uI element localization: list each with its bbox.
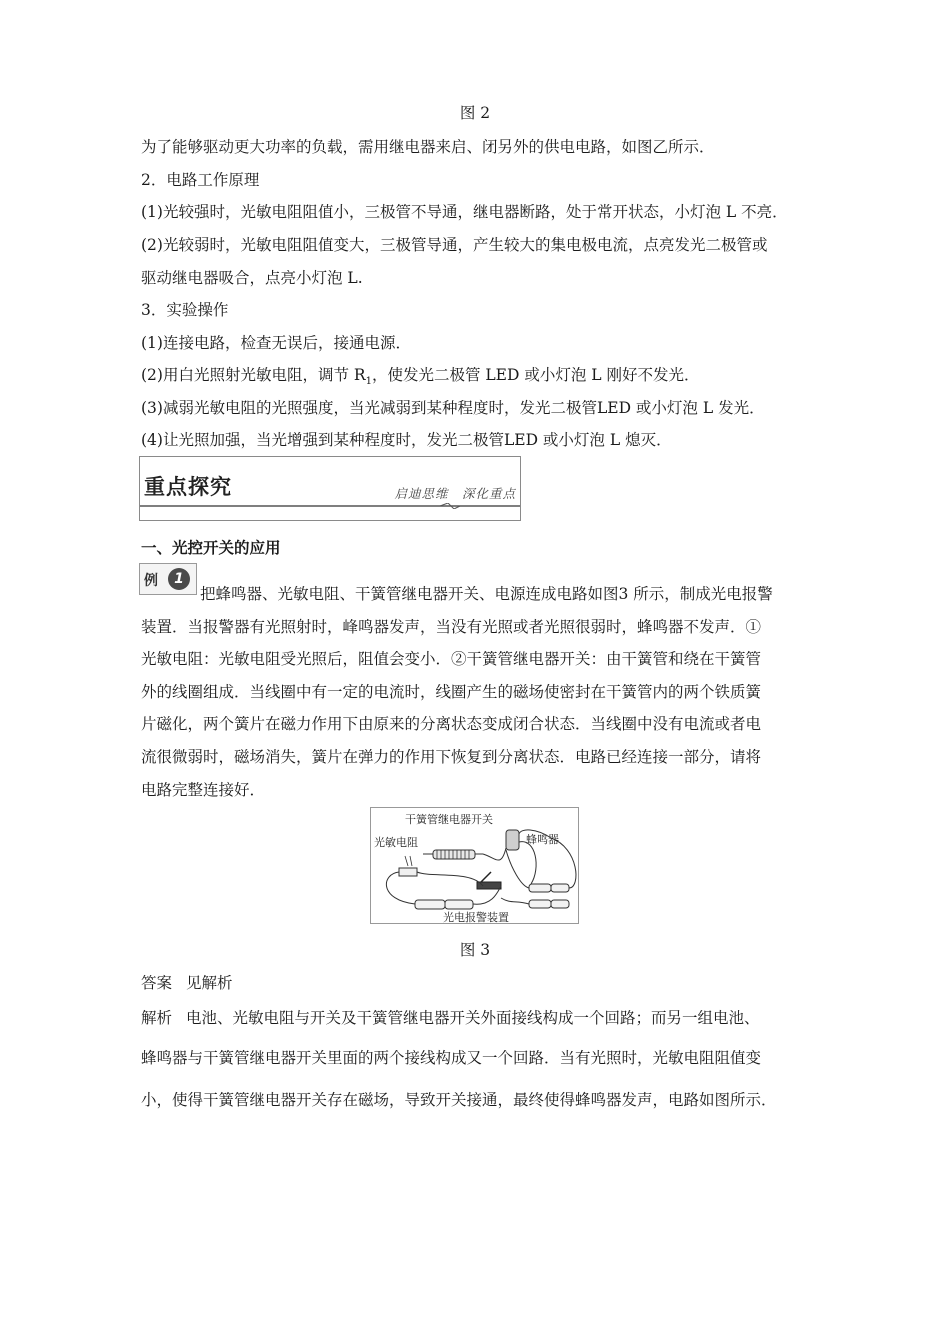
example-label: 例 — [144, 573, 158, 589]
item-2-text-pre: (2)用白光照射光敏电阻，调节 R — [141, 366, 366, 384]
figure-3-caption: 图 3 — [459, 941, 491, 959]
buzzer-icon — [506, 830, 519, 850]
switch-icon — [477, 872, 501, 889]
figure-label-relay: 干簧管继电器开关 — [405, 813, 493, 826]
figure-2-caption: 图 2 — [459, 104, 491, 122]
section-2-item-1: (1)光较强时，光敏电阻阻值小，三极管不导通，继电器断路，处于常开状态，小灯泡 L 不亮． — [141, 203, 788, 221]
intro-paragraph: 为了能够驱动更大功率的负载，需用继电器来启、闭另外的供电电路，如图乙所示． — [141, 138, 715, 156]
example-line-7: 电路完整连接好． — [141, 781, 266, 799]
section-2-item-2a: (2)光较弱时，光敏电阻阻值变大，三极管导通，产生较大的集电极电流，点亮发光二极管或 — [141, 236, 768, 254]
section-3-item-1: (1)连接电路，检查无误后，接通电源． — [141, 334, 411, 352]
key-points-banner — [139, 456, 521, 521]
reed-relay-icon — [423, 850, 483, 859]
analysis-line-3: 小，使得干簧管继电器开关存在磁场，导致开关接通，最终使得蜂鸣器发声，电路如图所示． — [141, 1091, 777, 1109]
example-line-1: 把蜂鸣器、光敏电阻、干簧管继电器开关、电源连成电路如图3 所示，制成光电报警 — [200, 585, 773, 603]
battery-icon-left — [415, 900, 473, 909]
example-line-6: 流很微弱时，磁场消失，簧片在弹力的作用下恢复到分离状态．电路已经连接一部分，请将 — [141, 748, 762, 766]
section-2-item-2b: 驱动继电器吸合，点亮小灯泡 L. — [141, 269, 363, 287]
section-3-item-2 — [141, 363, 819, 387]
figure-label-buzzer: 蜂鸣器 — [526, 833, 559, 846]
analysis-line-2: 蜂鸣器与干簧管继电器开关里面的两个接线构成又一个回路．当有光照时，光敏电阻阻值变 — [141, 1049, 762, 1067]
item-2-text-post: ，使发光二极管 LED 或小灯泡 L 刚好不发光． — [371, 366, 700, 384]
section-3-heading: 3．实验操作 — [141, 301, 229, 319]
example-badge — [139, 563, 197, 595]
answer-line — [141, 971, 233, 993]
section-1-title: 一、光控开关的应用 — [141, 539, 281, 557]
banner-subtitle: 启迪思维 深化重点 — [394, 486, 516, 501]
figure-label-device: 光电报警装置 — [443, 911, 509, 924]
example-line-2: 装置．当报警器有光照射时，峰鸣器发声，当没有光照或者光照很弱时，蜂鸣器不发声．① — [141, 618, 762, 636]
analysis-label: 解析 — [141, 1009, 173, 1027]
answer-text: 见解析 — [186, 974, 233, 992]
section-3-item-4: (4)让光照加强，当光增强到某种程度时，发光二极管LED 或小灯泡 L 熄灭． — [141, 431, 672, 449]
ldr-icon — [399, 856, 417, 876]
section-2-heading: 2．电路工作原理 — [141, 171, 260, 189]
answer-label: 答案 — [141, 974, 173, 992]
analysis-text-1: 电池、光敏电阻与开关及干簧管继电器开关外面接线构成一个回路；而另一组电池、 — [186, 1009, 760, 1027]
figure-3-circuit — [370, 807, 579, 924]
example-line-4: 外的线圈组成．当线圈中有一定的电流时，线圈产生的磁场使密封在干簧管内的两个铁质簧 — [141, 683, 762, 701]
example-line-5: 片磁化，两个簧片在磁力作用下由原来的分离状态变成闭合状态．当线圈中没有电流或者电 — [141, 715, 762, 733]
banner-divider — [140, 503, 520, 509]
example-number: 1 — [168, 568, 190, 590]
figure-label-ldr: 光敏电阻 — [374, 836, 418, 849]
analysis-line-1 — [141, 1006, 760, 1028]
r-subscript: 1 — [365, 376, 372, 388]
example-line-3: 光敏电阻：光敏电阻受光照后，阻值会变小．②干簧管继电器开关：由干簧管和绕在干簧管 — [141, 650, 762, 668]
banner-title: 重点探究 — [144, 475, 232, 499]
battery-icon-right — [529, 884, 569, 908]
section-3-item-3: (3)减弱光敏电阻的光照强度，当光减弱到某种程度时，发光二极管LED 或小灯泡 L 发光． — [141, 399, 765, 417]
